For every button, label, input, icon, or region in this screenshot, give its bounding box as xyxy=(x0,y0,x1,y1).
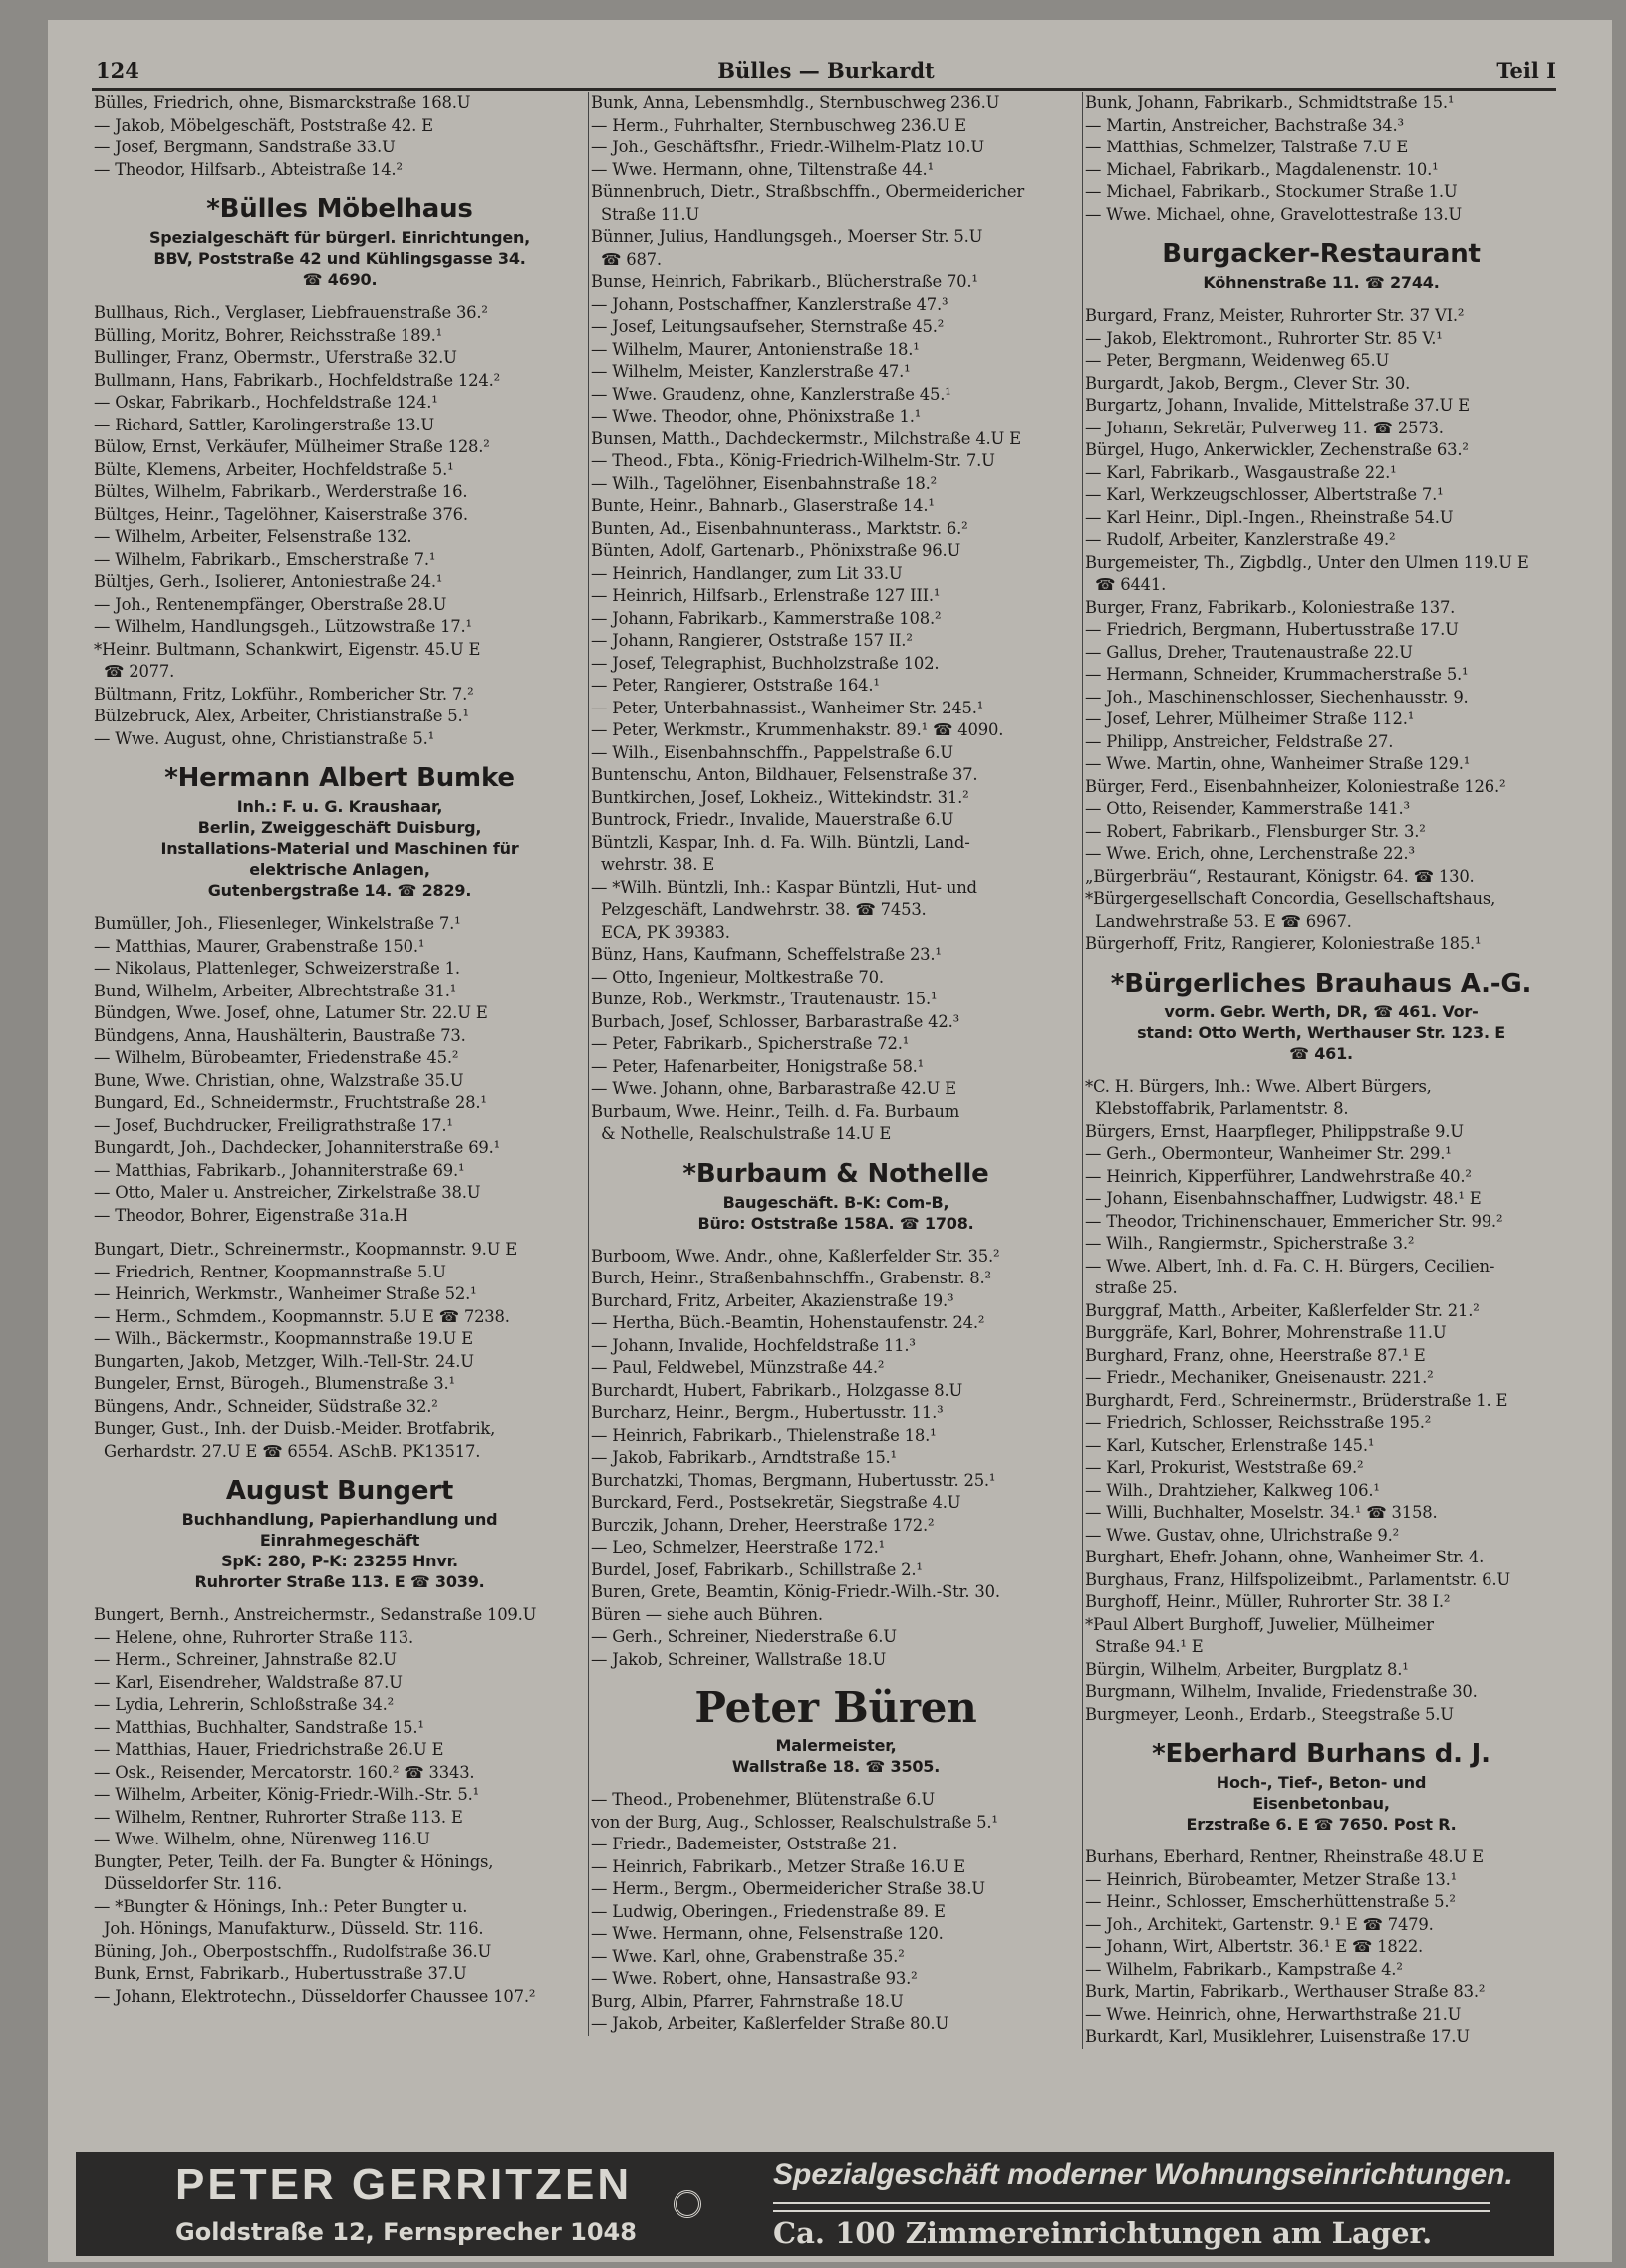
directory-entry: — Wilhelm, Meister, Kanzlerstraße 47.¹ xyxy=(591,362,911,381)
page-number: 124 xyxy=(96,58,139,83)
directory-entry: — Robert, Fabrikarb., Flensburger Str. 3.² xyxy=(1085,821,1426,841)
directory-entry: Bullhaus, Rich., Verglaser, Liebfrauenstraße 36.² xyxy=(94,303,488,322)
directory-entry: Burghardt, Ferd., Schreinermstr., Brüderstraße 1. E xyxy=(1085,1390,1508,1410)
directory-entry: — Philipp, Anstreicher, Feldstraße 27. xyxy=(1085,731,1394,751)
directory-entry: Burczik, Johann, Dreher, Heerstraße 172.² xyxy=(591,1515,935,1535)
directory-entry: Bürgel, Hugo, Ankerwickler, Zechenstraße 63.² xyxy=(1085,440,1469,459)
directory-entry: Burg, Albin, Pfarrer, Fahrnstraße 18.U xyxy=(591,1991,904,2011)
directory-entry: — Helene, ohne, Ruhrorter Straße 113. xyxy=(94,1627,414,1647)
directory-entry: Burger, Franz, Fabrikarb., Koloniestraße 137. xyxy=(1085,597,1456,617)
advertisement-title: Burgacker-Restaurant xyxy=(1162,239,1481,269)
directory-entry: — Matthias, Schmelzer, Talstraße 7.U E xyxy=(1085,138,1409,156)
directory-entry: Bürgin, Wilhelm, Arbeiter, Burgplatz 8.¹ xyxy=(1085,1659,1409,1679)
directory-entry: — Jakob, Möbelgeschäft, Poststraße 42. E xyxy=(94,115,433,135)
directory-entry: Bungardt, Joh., Dachdecker, Johanniterstraße 69.¹ xyxy=(94,1138,501,1157)
directory-entry: — Oskar, Fabrikarb., Hochfeldstraße 124.¹ xyxy=(94,393,438,412)
directory-entry: — Wilhelm, Maurer, Antonienstraße 18.¹ xyxy=(591,339,920,359)
directory-entry: — Michael, Fabrikarb., Magdalenenstr. 10.¹ xyxy=(1085,159,1439,179)
directory-entry: — Wilhelm, Arbeiter, König-Friedr.-Wilh.-Str. 5.¹ xyxy=(94,1785,480,1804)
entry-continuation: ECA, PK 39383. xyxy=(601,922,730,942)
directory-entry: Burdel, Josef, Fabrikarb., Schillstraße 2.¹ xyxy=(591,1559,923,1579)
directory-entry: *Paul Albert Burghoff, Juwelier, Mülheimer xyxy=(1085,1614,1434,1634)
entry-continuation: Düsseldorfer Str. 116. xyxy=(104,1874,282,1893)
directory-entry: — Lydia, Lehrerin, Schloßstraße 34.² xyxy=(94,1695,395,1714)
directory-entry: Bünz, Hans, Kaufmann, Scheffelstraße 23.¹ xyxy=(591,945,942,964)
directory-entry: Bünnenbruch, Dietr., Straßbschffn., Obermeidericher xyxy=(591,182,1024,201)
directory-entry: — Richard, Sattler, Karolingerstraße 13.U xyxy=(94,415,434,434)
directory-entry: — Friedrich, Rentner, Koopmannstraße 5.U xyxy=(94,1262,446,1281)
directory-entry: Burgartz, Johann, Invalide, Mittelstraße 37.U E xyxy=(1085,396,1470,415)
directory-entry: — Hermann, Schneider, Krummacherstraße 5.¹ xyxy=(1085,665,1469,684)
directory-entry: Burgemeister, Th., Zigbdlg., Unter den Ulmen 119.U E xyxy=(1085,552,1529,572)
directory-entry: — Ludwig, Oberingen., Friedenstraße 89. E xyxy=(591,1901,946,1921)
directory-entry: — Gerh., Schreiner, Niederstraße 6.U xyxy=(591,1627,897,1646)
directory-entry: — Peter, Fabrikarb., Spicherstraße 72.¹ xyxy=(591,1034,910,1053)
directory-entry: — Heinr., Schlosser, Emscherhüttenstraße 5.² xyxy=(1085,1892,1456,1911)
directory-entry: Burghaus, Franz, Hilfspolizeibmt., Parlamentstr. 6.U xyxy=(1085,1569,1510,1589)
directory-entry: — Herm., Fuhrhalter, Sternbuschweg 236.U E xyxy=(591,115,966,135)
directory-entry: Bunsen, Matth., Dachdeckermstr., Milchstraße 4.U E xyxy=(591,428,1021,448)
directory-entry: — Peter, Werkmstr., Krummenhakstr. 89.¹ ☎ 4090. xyxy=(591,720,1004,739)
advertisement-line: ☎ 461. xyxy=(1289,1043,1353,1063)
directory-entry: — Wwe. Graudenz, ohne, Kanzlerstraße 45.¹ xyxy=(591,384,951,404)
directory-entry: — Wwe. Erich, ohne, Lerchenstraße 22.³ xyxy=(1085,844,1415,863)
directory-entry: Burk, Martin, Fabrikarb., Werthauser Straße 83.² xyxy=(1085,1982,1486,2001)
advertisement-line: Erzstraße 6. E ☎ 7650. Post R. xyxy=(1186,1815,1457,1834)
advertisement-line: Berlin, Zweiggeschäft Duisburg, xyxy=(197,818,482,837)
directory-entry: — Wwe. Gustav, ohne, Ulrichstraße 9.² xyxy=(1085,1525,1399,1545)
column-3 xyxy=(1082,92,1557,2049)
directory-entry: — Herm., Schmdem., Koopmannstr. 5.U E ☎ 7238. xyxy=(94,1306,510,1326)
directory-entry: — Joh., Rentenempfänger, Oberstraße 28.U xyxy=(94,594,447,614)
advertisement-title: August Bungert xyxy=(225,1476,454,1506)
advertisement-block xyxy=(94,1473,586,1592)
directory-entry: — Wilhelm, Arbeiter, Felsenstraße 132. xyxy=(94,527,412,546)
advertisement-line: Buchhandlung, Papierhandlung und xyxy=(181,1510,498,1529)
banner-stock: Ca. 100 Zimmereinrichtungen am Lager. xyxy=(773,2216,1433,2250)
advertisement-line: Installations-Material und Maschinen für xyxy=(160,839,519,858)
directory-entry: — Johann, Rangierer, Oststraße 157 II.² xyxy=(591,631,913,650)
directory-entry: — Josef, Bergmann, Sandstraße 33.U xyxy=(94,138,396,156)
page-header xyxy=(96,58,1556,88)
advertisement-line: Wallstraße 18. ☎ 3505. xyxy=(731,1757,941,1776)
directory-entry: Burhans, Eberhard, Rentner, Rheinstraße 48.U E xyxy=(1085,1847,1484,1866)
advertisement-line: Büro: Oststraße 158A. ☎ 1708. xyxy=(697,1213,974,1233)
directory-entry: Burgardt, Jakob, Bergm., Clever Str. 30. xyxy=(1085,373,1411,393)
directory-entry: Bültjes, Gerh., Isolierer, Antoniestraße 24.¹ xyxy=(94,572,443,591)
directory-entry: — Josef, Leitungsaufseher, Sternstraße 45.² xyxy=(591,317,945,336)
directory-entry: — Peter, Rangierer, Oststraße 164.¹ xyxy=(591,676,880,695)
directory-entry: Burghard, Franz, ohne, Heerstraße 87.¹ E xyxy=(1085,1345,1426,1365)
directory-entry: — Karl, Kutscher, Erlenstraße 145.¹ xyxy=(1085,1435,1375,1455)
directory-entry: Büning, Joh., Oberpostschffn., Rudolfstraße 36.U xyxy=(94,1941,492,1961)
entry-continuation: Landwehrstraße 53. E ☎ 6967. xyxy=(1095,911,1352,931)
directory-entry: Burgmann, Wilhelm, Invalide, Friedenstraße 30. xyxy=(1085,1682,1478,1701)
directory-entry: — Wilhelm, Fabrikarb., Kampstraße 4.² xyxy=(1085,1959,1403,1979)
advertisement-line: vorm. Gebr. Werth, DR, ☎ 461. Vor- xyxy=(1164,1001,1479,1021)
directory-entry: — Johann, Fabrikarb., Kammerstraße 108.² xyxy=(591,608,942,628)
directory-entry: — Friedr., Mechaniker, Gneisenaustr. 221.² xyxy=(1085,1368,1434,1387)
advertisement-line: Baugeschäft. B-K: Com-B, xyxy=(722,1192,949,1212)
directory-entry: Burchard, Fritz, Arbeiter, Akazienstraße 19.³ xyxy=(591,1290,954,1310)
directory-entry: Bünner, Julius, Handlungsgeh., Moerser Str. 5.U xyxy=(591,227,983,246)
directory-entry: — Herm., Bergm., Obermeidericher Straße 38.U xyxy=(591,1879,985,1898)
entry-continuation: Joh. Hönings, Manufakturw., Düsseld. Str. 116. xyxy=(104,1919,484,1938)
column-2 xyxy=(588,92,1081,2036)
directory-entry: Burghart, Ehefr. Johann, ohne, Wanheimer Str. 4. xyxy=(1085,1548,1485,1566)
entry-continuation: Pelzgeschäft, Landwehrstr. 38. ☎ 7453. xyxy=(601,900,927,919)
directory-entry: — Johann, Elektrotechn., Düsseldorfer Chaussee 107.² xyxy=(94,1986,536,2006)
banner-divider xyxy=(773,2202,1490,2212)
advertisement-title: Peter Büren xyxy=(694,1683,977,1732)
directory-entry: Burbaum, Wwe. Heinr., Teilh. d. Fa. Burbaum xyxy=(591,1101,960,1121)
directory-entry: — Wwe. Wilhelm, ohne, Nürenweg 116.U xyxy=(94,1830,430,1848)
directory-entry: — Matthias, Fabrikarb., Johanniterstraße 69.¹ xyxy=(94,1160,465,1180)
directory-entry: — Theod., Probenehmer, Blütenstraße 6.U xyxy=(591,1790,936,1809)
advertisement-title: *Bürgerliches Brauhaus A.-G. xyxy=(1110,968,1532,998)
advertisement-line: Hoch-, Tief-, Beton- und xyxy=(1216,1773,1427,1792)
directory-entry: — Karl, Fabrikarb., Wasgaustraße 22.¹ xyxy=(1085,462,1397,482)
directory-entry: — Joh., Architekt, Gartenstr. 9.¹ E ☎ 7479. xyxy=(1085,1914,1434,1934)
directory-entry: Bungter, Peter, Teilh. der Fa. Bungter & Hönings, xyxy=(94,1851,494,1871)
directory-entry: Burchardt, Hubert, Fabrikarb., Holzgasse 8.U xyxy=(591,1380,963,1400)
directory-entry: — Jakob, Elektromont., Ruhrorter Str. 85 V.¹ xyxy=(1085,328,1443,348)
banner-specialty: Spezialgeschäft moderner Wohnungseinrichtungen. xyxy=(773,2158,1513,2191)
advertisement-block xyxy=(591,1681,1081,1777)
page-title: Bülles — Burkardt xyxy=(717,58,935,83)
directory-entry: Bungeler, Ernst, Bürogeh., Blumenstraße 3.¹ xyxy=(94,1374,455,1393)
directory-entry: *Bürgergesellschaft Concordia, Gesellschaftshaus, xyxy=(1085,889,1496,908)
directory-entry: Buntrock, Friedr., Invalide, Mauerstraße 6.U xyxy=(591,810,954,829)
directory-entry: Bullinger, Franz, Obermstr., Uferstraße 32.U xyxy=(94,348,457,367)
directory-entry: — Johann, Sekretär, Pulverweg 11. ☎ 2573. xyxy=(1085,418,1444,437)
directory-entry: — Wilhelm, Handlungsgeh., Lützowstraße 17.¹ xyxy=(94,617,472,636)
directory-entry: — Willi, Buchhalter, Moselstr. 34.¹ ☎ 3158. xyxy=(1085,1503,1438,1522)
directory-entry: Bürger, Ferd., Eisenbahnheizer, Koloniestraße 126.² xyxy=(1085,776,1506,796)
directory-entry: — Martin, Anstreicher, Bachstraße 34.³ xyxy=(1085,115,1404,135)
directory-entry: — Wwe. Theodor, ohne, Phönixstraße 1.¹ xyxy=(591,407,922,425)
advertisement-line: stand: Otto Werth, Werthauser Str. 123. E xyxy=(1137,1022,1505,1042)
advertisement-title: *Bülles Möbelhaus xyxy=(206,194,473,224)
directory-entry: — Matthias, Buchhalter, Sandstraße 15.¹ xyxy=(94,1717,424,1737)
directory-entry: Bullmann, Hans, Fabrikarb., Hochfeldstraße 124.² xyxy=(94,370,500,390)
directory-entry: Bürgerhoff, Fritz, Rangierer, Koloniestraße 185.¹ xyxy=(1085,934,1482,953)
directory-entry: Büngens, Andr., Schneider, Südstraße 32.² xyxy=(94,1396,438,1416)
directory-entry: — Friedr., Bademeister, Oststraße 21. xyxy=(591,1835,898,1853)
directory-entry: Buntenschu, Anton, Bildhauer, Felsenstraße 37. xyxy=(591,765,978,784)
directory-entry: — *Bungter & Hönings, Inh.: Peter Bungter u. xyxy=(94,1896,468,1916)
directory-entry: — Wilhelm, Rentner, Ruhrorter Straße 113. E xyxy=(94,1807,463,1827)
directory-entry: — Theod., Fbta., König-Friedrich-Wilhelm-Str. 7.U xyxy=(591,451,995,470)
directory-entry: — Otto, Ingenieur, Moltkestraße 70. xyxy=(591,967,884,987)
entry-continuation: ☎ 2077. xyxy=(104,662,175,681)
advertisement-title: *Hermann Albert Bumke xyxy=(164,763,515,793)
directory-entry: Burch, Heinr., Straßenbahnschffn., Grabenstr. 8.² xyxy=(591,1269,991,1287)
entry-continuation: wehrstr. 38. E xyxy=(601,855,715,874)
advertisement-block xyxy=(1085,966,1557,1064)
directory-entry: Burbach, Josef, Schlosser, Barbarastraße 42.³ xyxy=(591,1011,959,1031)
directory-entry: — Joh., Maschinenschlosser, Siechenhausstr. 9. xyxy=(1085,687,1469,707)
directory-entry: „Bürgerbräu“, Restaurant, Königstr. 64. ☎ 130. xyxy=(1085,866,1475,886)
directory-entry: — Heinrich, Fabrikarb., Thielenstraße 18.¹ xyxy=(591,1425,937,1445)
directory-entry: — Wwe. Heinrich, ohne, Herwarthstraße 21.U xyxy=(1085,2004,1462,2024)
directory-entry: — Heinrich, Werkmstr., Wanheimer Straße 52.¹ xyxy=(94,1284,477,1303)
directory-entry: Bunk, Johann, Fabrikarb., Schmidtstraße 15.¹ xyxy=(1085,93,1455,112)
advertisement-block xyxy=(94,191,586,290)
directory-entry: Bünten, Adolf, Gartenarb., Phönixstraße 96.U xyxy=(591,541,961,560)
directory-entry: — Karl, Prokurist, Weststraße 69.² xyxy=(1085,1458,1364,1477)
directory-entry: — Wilh., Drahtzieher, Kalkweg 106.¹ xyxy=(1085,1480,1380,1500)
directory-entry: Bündgens, Anna, Haushälterin, Baustraße 73. xyxy=(94,1025,466,1045)
directory-entry: — Peter, Hafenarbeiter, Honigstraße 58.¹ xyxy=(591,1056,925,1076)
directory-entry: — Friedrich, Bergmann, Hubertusstraße 17.U xyxy=(1085,620,1459,639)
directory-entry: — Rudolf, Arbeiter, Kanzlerstraße 49.² xyxy=(1085,530,1396,549)
directory-entry: — Karl Heinr., Dipl.-Ingen., Rheinstraße 54.U xyxy=(1085,507,1454,527)
directory-entry: — Osk., Reisender, Mercatorstr. 160.² ☎ 3343. xyxy=(94,1762,475,1782)
directory-entry: — Wwe. Karl, ohne, Grabenstraße 35.² xyxy=(591,1946,905,1966)
directory-entry: Burgard, Franz, Meister, Ruhrorter Str. 37 VI.² xyxy=(1085,306,1465,325)
directory-entry: — Johann, Wirt, Albertstr. 36.¹ E ☎ 1822. xyxy=(1085,1937,1424,1956)
directory-entry: Bülles, Friedrich, ohne, Bismarckstraße 168.U xyxy=(94,93,471,112)
advertisement-block xyxy=(591,1156,1081,1234)
directory-entry: — Karl, Werkzeugschlosser, Albertstraße 7.¹ xyxy=(1085,485,1444,504)
entry-continuation: & Nothelle, Realschulstraße 14.U E xyxy=(601,1124,892,1143)
advertisement-line: Ruhrorter Straße 113. E ☎ 3039. xyxy=(194,1572,485,1591)
directory-entry: — Josef, Buchdrucker, Freiligrathstraße 17.¹ xyxy=(94,1115,453,1135)
directory-entry: Bülow, Ernst, Verkäufer, Mülheimer Straße 128.² xyxy=(94,437,490,456)
directory-entry: — Michael, Fabrikarb., Stockumer Straße 1.U xyxy=(1085,182,1458,201)
directory-entry: Bunte, Heinr., Bahnarb., Glaserstraße 14.¹ xyxy=(591,496,935,515)
advertisement-line: SpK: 280, P-K: 23255 Hnvr. xyxy=(221,1552,458,1570)
header-rule xyxy=(92,88,1556,91)
directory-entry: — Johann, Eisenbahnschaffner, Ludwigstr. 48.¹ E xyxy=(1085,1189,1482,1208)
advertisement-block xyxy=(94,760,586,901)
directory-entry: — Friedrich, Schlosser, Reichsstraße 195.² xyxy=(1085,1413,1432,1432)
directory-entry: Bungart, Dietr., Schreinermstr., Koopmannstr. 9.U E xyxy=(94,1240,517,1259)
directory-entry: — Joh., Geschäftsfhr., Friedr.-Wilhelm-Platz 10.U xyxy=(591,138,984,156)
directory-entry: Burghoff, Heinr., Müller, Ruhrorter Str. 38 I.² xyxy=(1085,1592,1451,1611)
directory-entry: — Heinrich, Hilfsarb., Erlenstraße 127 III.¹ xyxy=(591,586,941,605)
directory-entry: — Wwe. August, ohne, Christianstraße 5.¹ xyxy=(94,728,434,748)
directory-entry: — *Wilh. Büntzli, Inh.: Kaspar Büntzli, Hut- und xyxy=(591,877,977,897)
directory-entry: — Otto, Maler u. Anstreicher, Zirkelstraße 38.U xyxy=(94,1183,481,1202)
advertisement-line: Einrahmegeschäft xyxy=(259,1531,420,1550)
entry-continuation: Gerhardstr. 27.U E ☎ 6554. ASchB. PK13517. xyxy=(104,1441,481,1461)
directory-entry: — Matthias, Hauer, Friedrichstraße 26.U E xyxy=(94,1740,444,1759)
directory-entry: — Leo, Schmelzer, Heerstraße 172.¹ xyxy=(591,1538,885,1557)
directory-entry: Bunze, Rob., Werkmstr., Trautenaustr. 15.¹ xyxy=(591,990,938,1008)
directory-entry: Burgmeyer, Leonh., Erdarb., Steegstraße 5.U xyxy=(1085,1704,1454,1724)
directory-entry: Bülte, Klemens, Arbeiter, Hochfeldstraße 5.¹ xyxy=(94,459,454,479)
directory-entry: Büren — siehe auch Bühren. xyxy=(591,1604,823,1624)
directory-entry: — Wilhelm, Bürobeamter, Friedenstraße 45.² xyxy=(94,1048,459,1067)
ornament-icon xyxy=(674,2190,701,2218)
entry-continuation: straße 25. xyxy=(1095,1278,1178,1297)
directory-entry: Bungert, Bernh., Anstreichermstr., Sedanstraße 109.U xyxy=(94,1605,537,1624)
directory-entry: — Nikolaus, Plattenleger, Schweizerstraße 1. xyxy=(94,959,460,978)
directory-entry: — Johann, Invalide, Hochfeldstraße 11.³ xyxy=(591,1335,916,1355)
spacer xyxy=(94,1227,586,1239)
directory-entry: Bund, Wilhelm, Arbeiter, Albrechtstraße 31.¹ xyxy=(94,981,457,1000)
entry-continuation: ☎ 6441. xyxy=(1095,575,1167,594)
advertisement-block xyxy=(1085,236,1557,293)
directory-entry: — Wwe. Hermann, ohne, Tiltenstraße 44.¹ xyxy=(591,159,934,179)
directory-entry: Bungarten, Jakob, Metzger, Wilh.-Tell-Str. 24.U xyxy=(94,1351,474,1371)
directory-entry: — Jakob, Arbeiter, Kaßlerfelder Straße 80.U xyxy=(591,2014,949,2033)
directory-entry: Burckard, Ferd., Postsekretär, Siegstraße 4.U xyxy=(591,1493,961,1512)
directory-entry: — Theodor, Bohrer, Eigenstraße 31a.H xyxy=(94,1205,408,1225)
directory-entry: — Heinrich, Handlanger, zum Lit 33.U xyxy=(591,563,903,583)
directory-entry: *Heinr. Bultmann, Schankwirt, Eigenstr. 45.U E xyxy=(94,639,481,659)
directory-entry: Burchatzki, Thomas, Bergmann, Hubertusstr. 25.¹ xyxy=(591,1470,996,1490)
directory-entry: — Theodor, Trichinenschauer, Emmericher Str. 99.² xyxy=(1085,1211,1503,1231)
directory-entry: — Gerh., Obermonteur, Wanheimer Str. 299.¹ xyxy=(1085,1144,1452,1163)
directory-entry: — Heinrich, Bürobeamter, Metzer Straße 13.¹ xyxy=(1085,1869,1457,1889)
directory-entry: Bülzebruck, Alex, Arbeiter, Christianstraße 5.¹ xyxy=(94,707,469,725)
directory-entry: — Gallus, Dreher, Trautenaustraße 22.U xyxy=(1085,642,1413,662)
directory-entry: — Wwe. Hermann, ohne, Felsenstraße 120. xyxy=(591,1924,944,1943)
directory-entry: Bürgers, Ernst, Haarpfleger, Philippstraße 9.U xyxy=(1085,1121,1464,1141)
directory-entry: Burggraf, Matth., Arbeiter, Kaßlerfelder Str. 21.² xyxy=(1085,1300,1480,1320)
directory-entry: — Theodor, Hilfsarb., Abteistraße 14.² xyxy=(94,159,403,179)
banner-address: Goldstraße 12, Fernsprecher 1048 xyxy=(175,2218,637,2246)
advertisement-block xyxy=(1085,1736,1557,1835)
banner-company-name: PETER GERRITZEN xyxy=(175,2160,633,2209)
directory-entry: — Wwe. Robert, ohne, Hansastraße 93.² xyxy=(591,1969,918,1988)
column-1 xyxy=(94,92,586,2008)
advertisement-line: Malermeister, xyxy=(775,1736,897,1755)
entry-continuation: Straße 94.¹ E xyxy=(1095,1637,1204,1656)
directory-entry: — Wilh., Eisenbahnschffn., Pappelstraße 6.U xyxy=(591,742,953,762)
directory-entry: Burggräfe, Karl, Bohrer, Mohrenstraße 11.U xyxy=(1085,1323,1447,1342)
directory-entry: Bunk, Ernst, Fabrikarb., Hubertusstraße 37.U xyxy=(94,1964,467,1983)
directory-entry: — Jakob, Fabrikarb., Arndtstraße 15.¹ xyxy=(591,1448,897,1467)
directory-entry: Bunten, Ad., Eisenbahnunterass., Marktstr. 6.² xyxy=(591,518,968,538)
directory-entry: — Wilh., Bäckermstr., Koopmannstraße 19.U E xyxy=(94,1329,473,1348)
directory-entry: Bungard, Ed., Schneidermstr., Fruchtstraße 28.¹ xyxy=(94,1093,487,1112)
directory-entry: — Wilhelm, Fabrikarb., Emscherstraße 7.¹ xyxy=(94,549,436,569)
directory-entry: Bune, Wwe. Christian, ohne, Walzstraße 35.U xyxy=(94,1070,464,1090)
entry-continuation: Klebstoffabrik, Parlamentstr. 8. xyxy=(1095,1099,1349,1118)
directory-entry: Bündgen, Wwe. Josef, ohne, Latumer Str. 22.U E xyxy=(94,1003,488,1022)
advertisement-line: Köhnenstraße 11. ☎ 2744. xyxy=(1203,273,1440,292)
directory-entry: — Wwe. Michael, ohne, Gravelottestraße 13.U xyxy=(1085,204,1462,224)
directory-entry: Buren, Grete, Beamtin, König-Friedr.-Wilh.-Str. 30. xyxy=(591,1582,1000,1601)
advertisement-banner xyxy=(76,2152,1554,2256)
directory-entry: — Heinrich, Fabrikarb., Metzer Straße 16.U E xyxy=(591,1856,965,1876)
directory-entry: — Wwe. Albert, Inh. d. Fa. C. H. Bürgers, Cecilien- xyxy=(1085,1256,1495,1276)
directory-entry: — Wwe. Johann, ohne, Barbarastraße 42.U E xyxy=(591,1079,956,1098)
directory-entry: Bumüller, Joh., Fliesenleger, Winkelstraße 7.¹ xyxy=(94,914,461,933)
directory-entry: — Karl, Eisendreher, Waldstraße 87.U xyxy=(94,1672,403,1692)
directory-entry: — Otto, Reisender, Kammerstraße 141.³ xyxy=(1085,799,1410,818)
directory-entry: — Wilh., Rangiermstr., Spicherstraße 3.² xyxy=(1085,1234,1415,1253)
advertisement-line: Eisenbetonbau, xyxy=(1252,1794,1390,1813)
directory-entry: Bültmann, Fritz, Lokführ., Rombericher Str. 7.² xyxy=(94,684,474,704)
directory-entry: Bunse, Heinrich, Fabrikarb., Blücherstraße 70.¹ xyxy=(591,272,978,291)
directory-entry: — Paul, Feldwebel, Münzstraße 44.² xyxy=(591,1358,885,1377)
directory-entry: — Wwe. Martin, ohne, Wanheimer Straße 129.¹ xyxy=(1085,754,1471,773)
directory-entry: — Matthias, Maurer, Grabenstraße 150.¹ xyxy=(94,936,425,956)
advertisement-title: *Eberhard Burhans d. J. xyxy=(1152,1739,1490,1769)
advertisement-line: BBV, Poststraße 42 und Kühlingsgasse 34. xyxy=(153,249,526,268)
directory-entry: Büntzli, Kaspar, Inh. d. Fa. Wilh. Büntzli, Land- xyxy=(591,832,970,852)
directory-entry: *C. H. Bürgers, Inh.: Wwe. Albert Bürgers, xyxy=(1085,1076,1432,1096)
directory-entry: Burboom, Wwe. Andr., ohne, Kaßlerfelder Str. 35.² xyxy=(591,1246,1000,1266)
directory-entry: Bunger, Gust., Inh. der Duisb.-Meider. Brotfabrik, xyxy=(94,1419,496,1438)
directory-entry: Buntkirchen, Josef, Lokheiz., Wittekindstr. 31.² xyxy=(591,787,969,807)
directory-entry: — Peter, Unterbahnassist., Wanheimer Str. 245.¹ xyxy=(591,698,984,717)
directory-entry: Bültges, Heinr., Tagelöhner, Kaiserstraße 376. xyxy=(94,504,468,524)
directory-entry: — Herm., Schreiner, Jahnstraße 82.U xyxy=(94,1650,397,1669)
entry-continuation: ☎ 687. xyxy=(601,249,662,269)
directory-entry: Burcharz, Heinr., Bergm., Hubertusstr. 11.³ xyxy=(591,1403,944,1422)
directory-entry: — Peter, Bergmann, Weidenweg 65.U xyxy=(1085,351,1390,370)
directory-entry: — Josef, Telegraphist, Buchholzstraße 102. xyxy=(591,653,940,673)
advertisement-title: *Burbaum & Nothelle xyxy=(682,1158,989,1189)
directory-entry: Bunk, Anna, Lebensmhdlg., Sternbuschweg 236.U xyxy=(591,93,1000,112)
directory-entry: Bültes, Wilhelm, Fabrikarb., Werderstraße 16. xyxy=(94,482,468,501)
directory-entry: — Hertha, Büch.-Beamtin, Hohenstaufenstr. 24.² xyxy=(591,1313,985,1332)
directory-entry: — Wilh., Tagelöhner, Eisenbahnstraße 18.² xyxy=(591,473,937,493)
advertisement-line: Gutenbergstraße 14. ☎ 2829. xyxy=(207,881,472,900)
directory-entry: — Heinrich, Kipperführer, Landwehrstraße 40.² xyxy=(1085,1166,1472,1186)
directory-entry: — Jakob, Schreiner, Wallstraße 18.U xyxy=(591,1649,887,1669)
advertisement-line: Inh.: F. u. G. Kraushaar, xyxy=(236,797,443,816)
directory-entry: — Johann, Postschaffner, Kanzlerstraße 47.³ xyxy=(591,294,948,314)
directory-entry: — Josef, Lehrer, Mülheimer Straße 112.¹ xyxy=(1085,709,1415,728)
advertisement-line: elektrische Anlagen, xyxy=(249,860,430,879)
advertisement-line: Spezialgeschäft für bürgerl. Einrichtungen, xyxy=(148,228,531,247)
directory-entry: von der Burg, Aug., Schlosser, Realschulstraße 5.¹ xyxy=(591,1812,998,1832)
directory-entry: Bülling, Moritz, Bohrer, Reichsstraße 189.¹ xyxy=(94,325,442,345)
entry-continuation: Straße 11.U xyxy=(601,204,699,224)
directory-entry: Burkardt, Karl, Musiklehrer, Luisenstraße 17.U xyxy=(1085,2027,1470,2046)
part-label: Teil I xyxy=(1496,58,1556,83)
advertisement-line: ☎ 4690. xyxy=(302,270,378,289)
